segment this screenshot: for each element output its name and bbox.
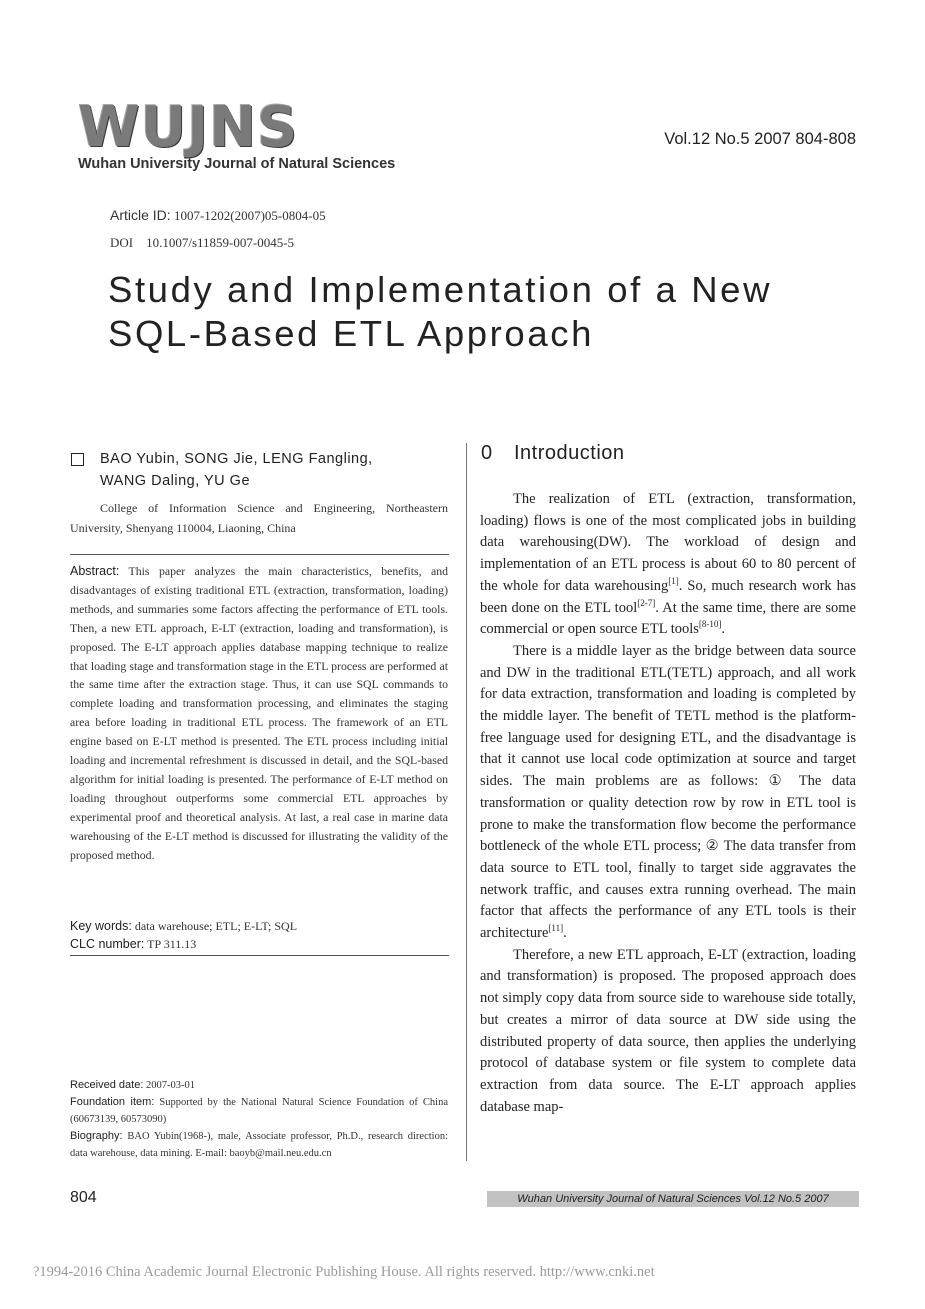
divider [70,554,449,555]
doi-value: 10.1007/s11859-007-0045-5 [146,235,295,250]
citation: [1] [668,575,679,586]
author-list [70,448,448,492]
biography-value: BAO Yubin(1968-), male, Associate professor, Ph.D., research direction: data warehouse, data mining. E-mail: baoyb@mail.neu.edu.cn [70,1131,448,1159]
paragraph [480,489,856,641]
doi-label: DOI [110,235,134,250]
foundation-item [70,1094,448,1128]
section-title: Introduction [514,442,625,464]
section-heading [481,442,625,465]
page-number: 804 [70,1189,97,1206]
text-run: . At the same time, there are some commercial or open source ETL tools [480,599,856,638]
text-run: There is a middle layer as the bridge between data source and DW in the traditional ETL(TETL) approach, and all work for data extraction, transformation and loading is completed by the middle layer. The benefit of TETL method is the platform-free language used for designing ETL, and the disadvantage is that it cannot use local code optimization at source and target sides. The main problems are as follows: ① The data transformation or quality detection row by row in ETL tool is prone to make the transformation flow become the performance bottleneck of the whole ETL process; ② The data transfer from data source to ETL tool, finally to target side aggravates the network traffic, and causes extra running overhead. The main factor that affects the performance of any ETL tools is their architecture [480,642,856,942]
body-text [480,489,856,1118]
article-id-value: 1007-1202(2007)05-0804-05 [173,208,326,223]
keywords-value: data warehouse; ETL; E-LT; SQL [134,919,298,933]
citation: [2-7] [637,597,656,608]
logo-subtitle: Wuhan University Journal of Natural Sciences [78,156,396,172]
volume-info: Vol.12 No.5 2007 804-808 [664,130,856,148]
paragraph: Therefore, a new ETL approach, E-LT (extraction, loading and transformation) is proposed. The proposed approach does not simply copy data from source side to warehouse side totally, but creates a mirror of data source at DW side using the distributed property of data source, then applies the underlying protocol of database system or file system to complete data extraction from data source. The E-LT approach applies database map- [480,946,856,1115]
received-label: Received date: [70,1079,144,1091]
biography-label: Biography: [70,1130,123,1142]
title-line-2: SQL-Based ETL Approach [108,313,594,354]
doi [110,235,294,251]
square-bullet-icon [71,453,84,466]
abstract-label: Abstract: [70,564,120,578]
section-number: 0 [481,442,493,464]
title-line-1: Study and Implementation of a New [108,269,773,310]
biography [70,1128,448,1162]
affiliation: College of Information Science and Engineering, Northeastern University, Shenyang 110004, Liaoning, China [70,501,448,535]
left-column [70,448,448,538]
clc-label: CLC number: [70,937,145,951]
text-run: The realization of ETL (extraction, transformation, loading) flows is one of the most complicated jobs in building data warehousing(DW). The workload of design and implementation of an ETL process is about 60 to 80 percent of the whole for data warehousing [480,491,856,594]
foundation-label: Foundation item: [70,1096,155,1108]
foundation-value: Supported by the National Natural Science Foundation of China (60673139, 60573090) [70,1097,449,1125]
authors-line-2: WANG Daling, YU Ge [100,473,251,489]
column-separator [466,443,467,1161]
paragraph [480,641,856,945]
clc-value: TP 311.13 [147,937,197,951]
journal-logo [78,95,438,180]
text-run: . [563,925,567,942]
authors-line-1: BAO Yubin, SONG Jie, LENG Fangling, [100,451,373,467]
copyright-notice: ?1994-2016 China Academic Journal Electronic Publishing House. All rights reserved. http://www.cnki.net [33,1264,655,1280]
received-value: 2007-03-01 [146,1080,196,1091]
keywords [70,917,448,935]
abstract [70,562,448,865]
abstract-text: This paper analyzes the main characteristics, benefits, and disadvantages of existing traditional ETL (extraction, transformation, loading) methods, and summaries some factors affecting the performance of ETL tools. Then, a new ETL approach, E-LT (extraction, loading and transformation), is proposed. The E-LT approach applies database mapping technique to realize that loading stage and transformation stage in the ETL process are performed at the same time after the extraction stage. Thus, it can use SQL commands to complete loading and transformation processing, and eliminates the staging area before loading in traditional ETL process. The framework of an ETL engine based on E-LT method is presented. The ETL process including initial loading and incremental refreshment is discussed in detail, and the SQL-based algorithm for initial loading is presented. The performance of E-LT method on loading throughout outperforms some commercial ETL approaches by experimental proof and theoretical analysis. At last, a real case in marine data warehousing of the E-LT method is discussed for illustrating the validity of the proposed method. [70,564,448,862]
received-date [70,1077,448,1094]
paper-title [108,268,868,356]
clc-number [70,935,448,953]
footnotes [70,1077,448,1162]
citation: [11] [548,923,564,934]
journal-footer-bar: Wuhan University Journal of Natural Sciences Vol.12 No.5 2007 [487,1191,859,1207]
text-run: . [721,621,726,638]
citation: [8-10] [698,619,722,630]
text-run: . So, much research work has been done on the ETL tool [480,577,856,616]
article-id [110,207,326,224]
keywords-label: Key words: [70,919,132,933]
logo-mark: WUJNS [78,95,299,160]
divider [70,955,449,956]
article-id-label: Article ID: [110,207,171,223]
